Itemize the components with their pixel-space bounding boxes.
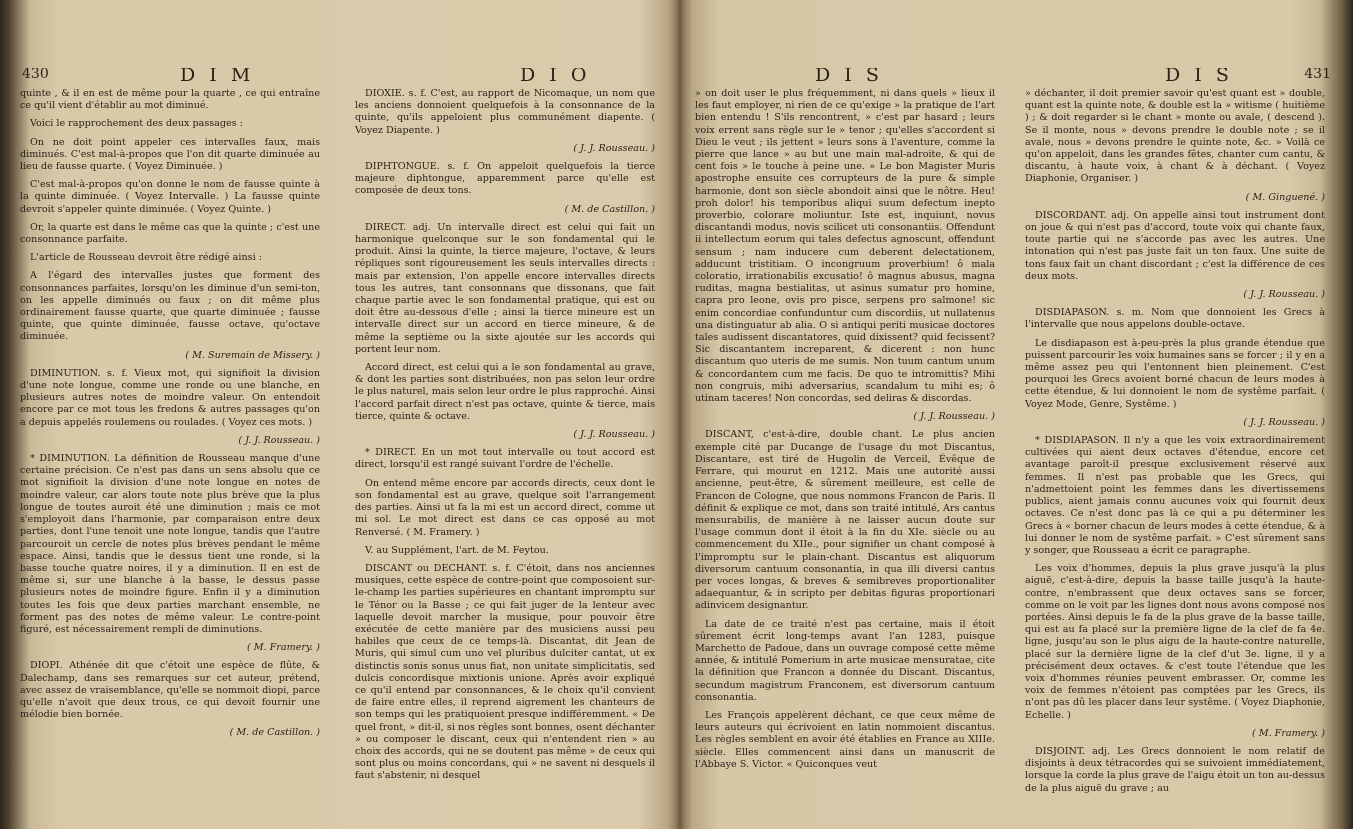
page-number-right: 431 (1304, 68, 1331, 82)
paragraph: Voici le rapprochement des deux passages : (30, 118, 243, 130)
entry-diminution: DIMINUTION. s. f. Vieux mot, qui signifioit la division d'une note longue, comme une ronde ou une blanche, en plusieurs autres notes de moindre valeur. On entendoit encore par ce mot tous les fredons & autres passages qu'on a depuis appelés roulemens ou roulades. ( Voyez ces mots. ) (20, 367, 320, 428)
paragraph: A l'égard des intervalles justes que forment des consonnances parfaites, lorsqu'on les diminue d'un semi-ton, on les appelle diminués ou faux ; on dit même plus ordinairement fausse quarte, que quarte diminuée ; fausse quinte, que quinte diminuée, fausse octave, qu'octave diminuée. (20, 270, 320, 343)
paragraph: Le disdiapason est à-peu-près la plus grande étendue que puissent parcourir les voix humaines sans se forcer ; il y en a même assez peu qui l'entonnent bien pleinement. C'est pourquoi les Grecs avoient borné chacun de leurs modes à cette étendue, & lui donnoient le nom de systême parfait. ( Voyez Mode, Genre, Systême. ) (1025, 337, 1325, 410)
entry-diminution-supplement: * DIMINUTION. La définition de Rousseau manque d'une certaine précision. Ce n'est pas dans un sens absolu que ce mot signifioit la division d'une note longue en notes de moindre valeur, car alors toute note plus brève que la plus longue de toutes auroit été une diminution ; mais ce mot s'employoit dans l'harmonie, par comparaison entre deux parties, dont l'une tenoit une note longue, tandis que l'autre parcouroit un cercle de notes plus brèves pendant le même espace. Ainsi, tandis que le dessus tient une ronde, si la basse touche quatre noires, il y a diminution. Il en est de même si, sur une blanche à la basse, le dessus passe plusieurs notes de moindre figure. Enfin il y a diminution toutes les fois que deux parties marchant ensemble, ne forment pas des notes de même valeur. Le contre-point figuré, est nécessairement rempli de diminutions. (20, 453, 320, 635)
author-signature: ( M. Suremain de Missery. ) (185, 349, 320, 361)
author-signature: ( J. J. Rousseau. ) (238, 434, 320, 446)
author-signature: ( J. J. Rousseau. ) (573, 429, 655, 441)
author-signature: ( M. de Castillon. ) (229, 727, 320, 739)
left-page (20, 68, 670, 828)
left-page-header (20, 68, 670, 88)
author-signature: ( J. J. Rousseau. ) (1243, 289, 1325, 301)
right-page (695, 68, 1335, 828)
paragraph: » on doit user le plus fréquemment, ni dans quels » lieux il les faut employer, ni rien de ce qu'exige » la pratique de l'art bien entendu ! S'ils rencontrent, » c'est par hasard ; leurs voix errent sans règle sur le » tenor ; qu'elles s'accordent si Dieu le veut ; ils jettent » leurs sons à l'aventure, comme la pierre que lance » au but une main mal-adroite, & qui de cent fois » le touche à peine une. » Le bon Magister Muris apostrophe ensuite ces corrupteurs de la pure & simple harmonie, dont son siècle abondoit ainsi que le nôtre. Heu! proh dolor! his temporibus aliqui suum defectum inepto proverbio, colorare moliuntur. Iste est, inquiunt, novus discantandi modus, novis scilicet uti consonantiis. Offendunt ii intellectum eorum qui tales defectus agnoscunt, offendunt sensum ; nam inducere cum deberent delectationem, adducunt tristitiam. O incongruum proverbium! ô mala coloratio, irrationabilis excusatio! ô magnus abusus, magna ruditas, magna bestialitas, ut asinus sumatur pro homine, capra pro leone, ovis pro pisce, serpens pro salmone! sic enim concordiae confunduntur cum discordiis, ut nullatenus una distinguatur ab alia. O si antiqui periti musicae doctores tales audissent discantatores, quid dixissent? quid fecissent? Sic discantantem increparent, & dicerent : non hunc discantum quo uteris de me sumis. Non tuum cantum unum & concordantem cum me facis. De quo te intromittis? Mihi non congruis, mihi adversarius, scandalum tu mihi es; ô utinam taceres! Non concordas, sed deliras & discordas. (695, 88, 995, 405)
entry-direct-supplement: * DIRECT. En un mot tout intervalle ou tout accord est direct, lorsqu'il est rangé suivant l'ordre de l'échelle. (355, 447, 655, 471)
entry-disdiapason-supplement: * DISDIAPASON. Il n'y a que les voix extraordinairement cultivées qui aient deux octaves d'étendue, encore cet avantage paroît-il presque exclusivement réservé aux femmes. Il n'est pas probable que les Grecs, qui n'admettoient point les femmes dans les divertissemens publics, aient jamais connu aucunes voix qui fournit deux octaves. Ce n'est donc pas là ce qui a pu déterminer les Grecs à « borner chacun de leurs modes à cette étendue, & à lui donner le nom de systême parfait. » C'est sûrement sans y songer, que Rousseau a écrit ce paragraphe. (1025, 435, 1325, 556)
running-head-right-2: D I S (1165, 68, 1233, 86)
author-signature: ( M. Framery. ) (1251, 727, 1325, 739)
paragraph: Or, la quarte est dans le même cas que la quinte ; c'est une consonnance parfaite. (20, 221, 320, 246)
column-1 (20, 88, 320, 746)
entry-disjoint: DISJOINT. adj. Les Grecs donnoient le nom relatif de disjoints à deux tétracordes qui se suivoient immédiatement, lorsque la corde la plus grave de l'aigu étoit un ton au-dessus de la plus aiguë du grave ; au (1025, 745, 1325, 794)
right-page-header (695, 68, 1335, 88)
paragraph: On ne doit point appeler ces intervalles faux, mais diminués. C'est mal-à-propos que l'on dit quarte diminuée au lieu de fausse quarte. ( Voyez Diminuée. ) (20, 136, 320, 173)
entry-dioxie: DIOXIE. s. f. C'est, au rapport de Nicomaque, un nom que les anciens donnoient quelquefois à la consonnance de la quinte, qu'ils appeloient plus communément diapente. ( Voyez Diapente. ) (355, 88, 655, 136)
column-3 (695, 88, 995, 777)
author-signature: ( J. J. Rousseau. ) (573, 142, 655, 154)
paragraph: V. au Supplément, l'art. de M. Feytou. (365, 544, 549, 556)
paragraph: » déchanter, il doit premier savoir qu'est quant est » double, quant est la quinte note, & double est la » witisme ( huitième ) ; & doit regarder si le chant » monte ou avale, ( descend ). Se il monte, nous » devons prendre le double note ; se il avale, nous » devons prendre le quinte note, &c. » Voilà ce qu'on appeloit, dans les grandes fêtes, chanter cum cantu, & discantu, à haute voix, à chant & à déchant. ( Voyez Diaphonie, Organiser. ) (1025, 88, 1325, 185)
entry-discordant: DISCORDANT. adj. On appelle ainsi tout instrument dont on joue & qui n'est pas d'accord, toute voix qui chante faux, toute partie qui ne s'accorde pas avec les autres. Une intonation qui n'est pas juste fait un ton faux. Une suite de tons faux fait un chant discordant ; c'est la différence de ces deux mots. (1025, 209, 1325, 282)
paragraph: quinte , & il en est de même pour la quarte , ce qui entraîne ce qu'il vient d'établir au mot diminué. (20, 88, 320, 112)
author-signature: ( M. de Castillon. ) (564, 203, 655, 215)
author-signature: ( J. J. Rousseau. ) (1243, 416, 1325, 428)
entry-diphtongue: DIPHTONGUE. s. f. On appeloit quelquefois la tierce majeure diphtongue, apparemment parce qu'elle est composée de deux tons. (355, 161, 655, 197)
author-signature: ( M. Ginguené. ) (1245, 191, 1325, 203)
entry-disdiapason: DISDIAPASON. s. m. Nom que donnoient les Grecs à l'intervalle que nous appelons double-octave. (1025, 307, 1325, 331)
entry-direct: DIRECT. adj. Un intervalle direct est celui qui fait un harmonique quelconque sur le son fondamental qui le produit. Ainsi la quinte, la tierce majeure, l'octave, & leurs répliques sont rigoureusement les seuls intervalles directs : mais par extension, l'on appelle encore intervalles directs tous les autres, tant consonnans que dissonans, que fait chaque partie avec le son fondamental pratique, qui est ou doit être au-dessous d'elle ; ainsi la tierce mineure est un intervalle direct sur un accord en tierce mineure, & de même la septième ou la sixte ajoutée sur les accords qui portent leur nom. (355, 221, 655, 355)
author-signature: ( M. Framery. ) (246, 642, 320, 654)
running-head-left-2: D I O (520, 68, 591, 86)
author-signature: ( J. J. Rousseau. ) (913, 411, 995, 423)
column-2 (355, 88, 655, 789)
paragraph: La date de ce traité n'est pas certaine, mais il étoit sûrement écrit long-temps avant l'an 1283, puisque Marchetto de Padoue, dans un ouvrage composé cette même année, & intitulé Pomerium in arte musicae mensuratae, cite la définition que Francon a donnée du Discant. Discantus, secundum magistrum Franconem, est diversorum cantuum consonantia. (695, 618, 995, 703)
running-head-right-1: D I S (815, 68, 883, 86)
paragraph: Les voix d'hommes, depuis la plus grave jusqu'à la plus aiguë, c'est-à-dire, depuis la basse taille jusqu'à la haute-contre, n'embrassent que deux octaves sans se forcer, comme on le voit par les lignes dont nous avons composé nos portées. Ainsi depuis le fa de la plus grave de la basse taille, qui est au fa placé sur la première ligne de la clef de fa 4e. ligne, jusqu'au son le plus aigu de la haute-contre naturelle, placé sur la dernière ligne de la clef d'ut 3e. ligne, il y a précisément deux octaves. & c'est toute l'étendue que les voix d'hommes réunies peuvent embrasser. Or, comme les voix de femmes n'étoient pas comptées par les Grecs, ils n'ont pas dû les placer dans leur systême. ( Voyez Diaphonie, Echelle. ) (1025, 563, 1325, 721)
entry-discant: DISCANT ou DECHANT. s. f. C'étoit, dans nos anciennes musiques, cette espèce de contre-point que composoient sur-le-champ les parties supérieures en chantant impromptu sur le Ténor ou la Basse ; ce qui fait juger de la lenteur avec laquelle devoit marcher la musique, pour pouvoir être exécutée de cette manière par des musiciens aussi peu habiles que ceux de ce temps-là. Discantat, dit Jean de Muris, qui simul cum uno vel pluribus dulciter cantat, ut ex distinctis sonis sonus unus fiat, non unitate simplicitatis, sed dulcis concordisque mixtionis unione. Après avoir expliqué ce qu'il entend par consonnances, & le choix qu'il convient de faire entre elles, il reprend aigrement les chanteurs de son temps qui les pratiquoient presque indifféremment. « De quel front, » dit-il, si nos règles sont bonnes, osent déchanter » ou composer le discant, ceux qui n'entendent rien » au choix des accords, qui ne se doutent pas même » de ceux qui sont plus ou moins concordans, qui » ne savent ni desquels il faut s'abstenir, ni desquel (355, 562, 655, 782)
column-4 (1025, 88, 1325, 801)
entry-diopi: DIOPI. Athénée dit que c'étoit une espèce de flûte, & Dalechamp, dans ses remarques sur cet auteur, prétend, avec assez de vraisemblance, qu'elle se nommoit diopi, parce qu'elle n'avoit que deux trous, ce qui devoit fournir une mélodie bien bornée. (20, 660, 320, 721)
paragraph: C'est mal-à-propos qu'on donne le nom de fausse quinte à la quinte diminuée. ( Voyez Intervalle. ) La fausse quinte devroit s'appeler quinte diminuée. ( Voyez Quinte. ) (20, 179, 320, 215)
entry-discant-supplement: DISCANT, c'est-à-dire, double chant. Le plus ancien exemple cité par Ducange de l'usage du mot Discantus, Discantare, est tiré de Hugolin de Verceil, Évêque de Ferrare, qui mourut en 1212. Mais une autorité aussi ancienne, peut-être, & sûrement meilleure, est celle de Francon de Cologne, que nous nommons Francon de Paris. Il définit & explique ce mot, dans son traité intitulé, Ars cantus mensurabilis, de manière à ne laisser aucun doute sur l'usage commun dont il étoit à la fin du XIe. siècle ou au commencement du XIIe., pour signifier un chant composé à l'impromptu sur le plain-chant. Discantus est aliquorum diversorum cantuum consonantia, in qua illi diversi cantus per voces longas, & breves & semibreves proportionaliter adaequantur, & in scripto per debitas figuras proportionari adinvicem designantur. (695, 429, 995, 612)
paragraph: On entend même encore par accords directs, ceux dont le son fondamental est au grave, quelque soit l'arrangement des parties. Ainsi ut fa la mi est un accord direct, comme ut mi sol. Le mot direct est dans ce cas opposé au mot Renversé. ( M. Framery. ) (355, 477, 655, 538)
paragraph: Accord direct, est celui qui a le son fondamental au grave, & dont les parties sont distribuées, non pas selon leur ordre le plus naturel, mais selon leur ordre le plus rapproché. Ainsi l'accord parfait direct n'est pas octave, quinte & tierce, mais tierce, quinte & octave. (355, 362, 655, 422)
page-number-left: 430 (22, 68, 49, 82)
running-head-left-1: D I M (180, 68, 255, 86)
paragraph: Les François appelèrent déchant, ce que ceux même de leurs auteurs qui écrivoient en latin nommoient discantus. Les règles semblent en avoir été établies en France au XIIIe. siècle. Elles commencent ainsi dans un manuscrit de l'Abbaye S. Victor. « Quiconques veut (695, 709, 995, 770)
paragraph: L'article de Rousseau devroit être rédigé ainsi : (30, 252, 262, 264)
